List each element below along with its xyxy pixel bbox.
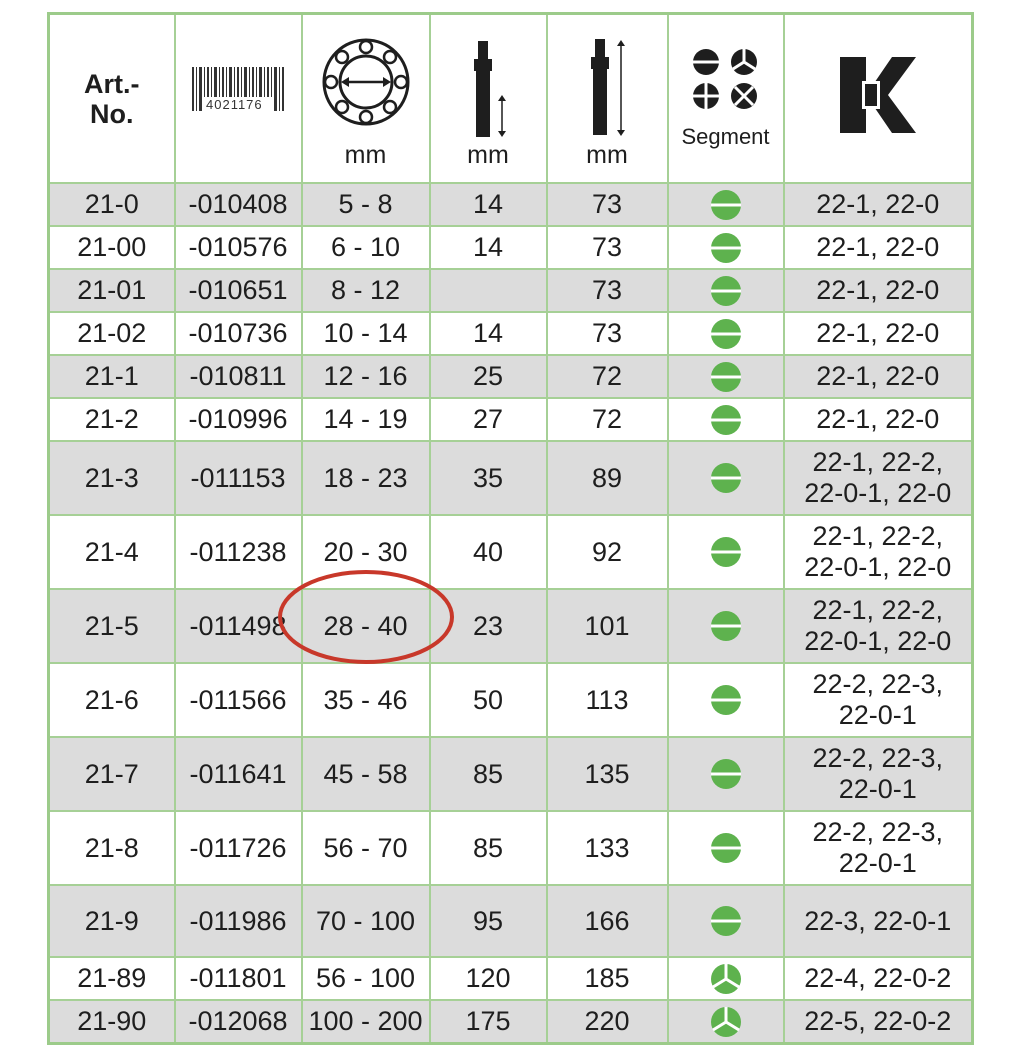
segment-cell xyxy=(668,226,784,269)
ean-suffix: -012068 xyxy=(175,1000,302,1044)
two-segment-dot-icon xyxy=(710,462,742,494)
table-row xyxy=(49,441,973,515)
combinable-line: 22-5, 22-0-2 xyxy=(804,1006,952,1036)
ean-suffix: -011498 xyxy=(175,589,302,663)
table-row xyxy=(49,811,973,885)
length-value: 14 xyxy=(430,226,547,269)
cropped-caption-strip xyxy=(0,0,1024,12)
art-number: 21-8 xyxy=(49,811,175,885)
two-segment-dot-icon xyxy=(710,758,742,790)
table-row xyxy=(49,737,973,811)
bore-range: 14 - 19 xyxy=(302,398,430,441)
two-segment-dot-icon xyxy=(710,361,742,393)
table-row xyxy=(49,269,973,312)
combinable-line: 22-0-1, 22-0 xyxy=(804,552,952,582)
ean-suffix: -010736 xyxy=(175,312,302,355)
header-segment xyxy=(668,14,784,184)
length-value: 23 xyxy=(430,589,547,663)
length-value: 35 xyxy=(430,441,547,515)
table-row xyxy=(49,312,973,355)
two-segment-dot-icon xyxy=(710,905,742,937)
length-value: 120 xyxy=(430,957,547,1000)
bore-range: 28 - 40 xyxy=(302,589,430,663)
total-length-value: 73 xyxy=(547,312,668,355)
combinable-with xyxy=(784,183,973,226)
total-length-value: 113 xyxy=(547,663,668,737)
art-number: 21-5 xyxy=(49,589,175,663)
combinable-with xyxy=(784,515,973,589)
combinable-with xyxy=(784,957,973,1000)
length-value: 50 xyxy=(430,663,547,737)
segment-types-icon xyxy=(690,47,762,113)
combinable-with xyxy=(784,811,973,885)
art-number: 21-02 xyxy=(49,312,175,355)
segment-cell xyxy=(668,312,784,355)
table-row xyxy=(49,885,973,957)
combinable-with xyxy=(784,226,973,269)
bore-range: 56 - 70 xyxy=(302,811,430,885)
bore-unit: mm xyxy=(344,141,387,169)
length-value: 85 xyxy=(430,737,547,811)
header-total-length xyxy=(547,14,668,184)
segment-cell xyxy=(668,269,784,312)
bore-range: 20 - 30 xyxy=(302,515,430,589)
combinable-line: 22-4, 22-0-2 xyxy=(804,963,952,993)
table-row xyxy=(49,663,973,737)
table-body xyxy=(49,183,973,1044)
combinable-line: 22-0-1, 22-0 xyxy=(804,626,952,656)
combinable-line: 22-1, 22-0 xyxy=(816,275,940,305)
ean-suffix: -011726 xyxy=(175,811,302,885)
segment-cell xyxy=(668,737,784,811)
ean-suffix: -011641 xyxy=(175,737,302,811)
length-unit: mm xyxy=(467,141,509,169)
combinable-line: 22-0-1, 22-0 xyxy=(804,478,952,508)
two-segment-dot-icon xyxy=(710,275,742,307)
combinable-line: 22-1, 22-0 xyxy=(816,404,940,434)
total-length-value: 73 xyxy=(547,269,668,312)
length-value: 14 xyxy=(430,312,547,355)
bore-range: 18 - 23 xyxy=(302,441,430,515)
header-bore-range xyxy=(302,14,430,184)
length-value xyxy=(430,269,547,312)
combinable-with xyxy=(784,398,973,441)
art-number: 21-7 xyxy=(49,737,175,811)
bore-range: 8 - 12 xyxy=(302,269,430,312)
two-segment-dot-icon xyxy=(710,404,742,436)
combinable-with xyxy=(784,663,973,737)
ean-suffix: -011238 xyxy=(175,515,302,589)
ean-suffix: -010408 xyxy=(175,183,302,226)
total-length-value: 72 xyxy=(547,355,668,398)
art-number: 21-01 xyxy=(49,269,175,312)
header-combinable xyxy=(784,14,973,184)
bore-range: 35 - 46 xyxy=(302,663,430,737)
combinable-line: 22-2, 22-3, xyxy=(812,669,944,699)
total-length-value: 133 xyxy=(547,811,668,885)
table-row xyxy=(49,589,973,663)
combinable-with xyxy=(784,885,973,957)
total-length-value: 185 xyxy=(547,957,668,1000)
art-number: 21-89 xyxy=(49,957,175,1000)
combinable-line: 22-1, 22-2, xyxy=(812,447,944,477)
combinable-line: 22-0-1 xyxy=(838,700,917,730)
barcode-icon xyxy=(190,65,286,122)
total-length-value: 220 xyxy=(547,1000,668,1044)
combinable-with xyxy=(784,269,973,312)
ean-suffix: -011801 xyxy=(175,957,302,1000)
k-combinable-logo-icon xyxy=(838,53,918,137)
segment-cell xyxy=(668,398,784,441)
length-value: 27 xyxy=(430,398,547,441)
length-value: 25 xyxy=(430,355,547,398)
ean-suffix: -010651 xyxy=(175,269,302,312)
segment-cell xyxy=(668,1000,784,1044)
bore-range: 70 - 100 xyxy=(302,885,430,957)
combinable-line: 22-1, 22-0 xyxy=(816,318,940,348)
combinable-line: 22-1, 22-0 xyxy=(816,232,940,262)
combinable-line: 22-3, 22-0-1 xyxy=(804,905,952,936)
two-segment-dot-icon xyxy=(710,232,742,264)
ean-suffix: -011153 xyxy=(175,441,302,515)
table-row xyxy=(49,1000,973,1044)
ean-suffix: -010576 xyxy=(175,226,302,269)
length-value: 95 xyxy=(430,885,547,957)
combinable-line: 22-2, 22-3, xyxy=(812,817,944,847)
bore-range: 12 - 16 xyxy=(302,355,430,398)
short-extractor-icon xyxy=(458,39,518,139)
total-length-unit: mm xyxy=(586,141,628,169)
art-number: 21-0 xyxy=(49,183,175,226)
segment-cell xyxy=(668,663,784,737)
combinable-with xyxy=(784,441,973,515)
art-number: 21-1 xyxy=(49,355,175,398)
puller-spec-table xyxy=(47,12,974,1045)
combinable-with xyxy=(784,589,973,663)
total-length-value: 73 xyxy=(547,183,668,226)
ean-suffix: -010811 xyxy=(175,355,302,398)
length-value: 40 xyxy=(430,515,547,589)
art-number: 21-4 xyxy=(49,515,175,589)
table-row xyxy=(49,183,973,226)
segment-cell xyxy=(668,885,784,957)
art-no-label-line2: No. xyxy=(90,98,134,129)
combinable-line: 22-0-1 xyxy=(838,848,917,878)
combinable-with xyxy=(784,355,973,398)
art-number: 21-3 xyxy=(49,441,175,515)
segment-cell xyxy=(668,515,784,589)
bore-range: 10 - 14 xyxy=(302,312,430,355)
segment-label: Segment xyxy=(681,124,770,149)
table-row xyxy=(49,957,973,1000)
bore-range: 6 - 10 xyxy=(302,226,430,269)
combinable-line: 22-1, 22-0 xyxy=(816,189,940,219)
barcode-prefix: 4021176 xyxy=(206,97,263,112)
segment-cell xyxy=(668,183,784,226)
combinable-line: 22-1, 22-2, xyxy=(812,595,944,625)
total-length-value: 73 xyxy=(547,226,668,269)
total-length-value: 72 xyxy=(547,398,668,441)
art-no-label-line1: Art.- xyxy=(84,68,140,99)
header-art-no xyxy=(49,14,175,184)
two-segment-dot-icon xyxy=(710,684,742,716)
art-number: 21-00 xyxy=(49,226,175,269)
ean-suffix: -011986 xyxy=(175,885,302,957)
length-value: 85 xyxy=(430,811,547,885)
segment-cell xyxy=(668,355,784,398)
segment-cell xyxy=(668,957,784,1000)
segment-cell xyxy=(668,811,784,885)
header-length xyxy=(430,14,547,184)
bearing-icon xyxy=(321,37,411,127)
bore-range: 100 - 200 xyxy=(302,1000,430,1044)
combinable-with xyxy=(784,312,973,355)
three-segment-dot-icon xyxy=(710,1006,742,1038)
table-row xyxy=(49,226,973,269)
two-segment-dot-icon xyxy=(710,610,742,642)
combinable-line: 22-0-1 xyxy=(838,774,917,804)
combinable-line: 22-1, 22-2, xyxy=(812,521,944,551)
total-length-value: 89 xyxy=(547,441,668,515)
bore-range: 56 - 100 xyxy=(302,957,430,1000)
art-number: 21-9 xyxy=(49,885,175,957)
combinable-line: 22-1, 22-0 xyxy=(816,361,940,391)
bore-range: 5 - 8 xyxy=(302,183,430,226)
total-length-value: 101 xyxy=(547,589,668,663)
header-row xyxy=(49,14,973,184)
ean-suffix: -010996 xyxy=(175,398,302,441)
art-number: 21-6 xyxy=(49,663,175,737)
table-row xyxy=(49,515,973,589)
bore-range: 45 - 58 xyxy=(302,737,430,811)
table-row xyxy=(49,355,973,398)
combinable-with xyxy=(784,1000,973,1044)
combinable-line: 22-2, 22-3, xyxy=(812,743,944,773)
segment-cell xyxy=(668,589,784,663)
two-segment-dot-icon xyxy=(710,318,742,350)
art-number: 21-90 xyxy=(49,1000,175,1044)
combinable-with xyxy=(784,737,973,811)
total-length-value: 166 xyxy=(547,885,668,957)
art-number: 21-2 xyxy=(49,398,175,441)
long-extractor-icon xyxy=(577,37,637,137)
segment-cell xyxy=(668,441,784,515)
total-length-value: 92 xyxy=(547,515,668,589)
two-segment-dot-icon xyxy=(710,832,742,864)
two-segment-dot-icon xyxy=(710,189,742,221)
length-value: 175 xyxy=(430,1000,547,1044)
three-segment-dot-icon xyxy=(710,963,742,995)
table-row xyxy=(49,398,973,441)
total-length-value: 135 xyxy=(547,737,668,811)
header-barcode xyxy=(175,14,302,184)
two-segment-dot-icon xyxy=(710,536,742,568)
ean-suffix: -011566 xyxy=(175,663,302,737)
length-value: 14 xyxy=(430,183,547,226)
